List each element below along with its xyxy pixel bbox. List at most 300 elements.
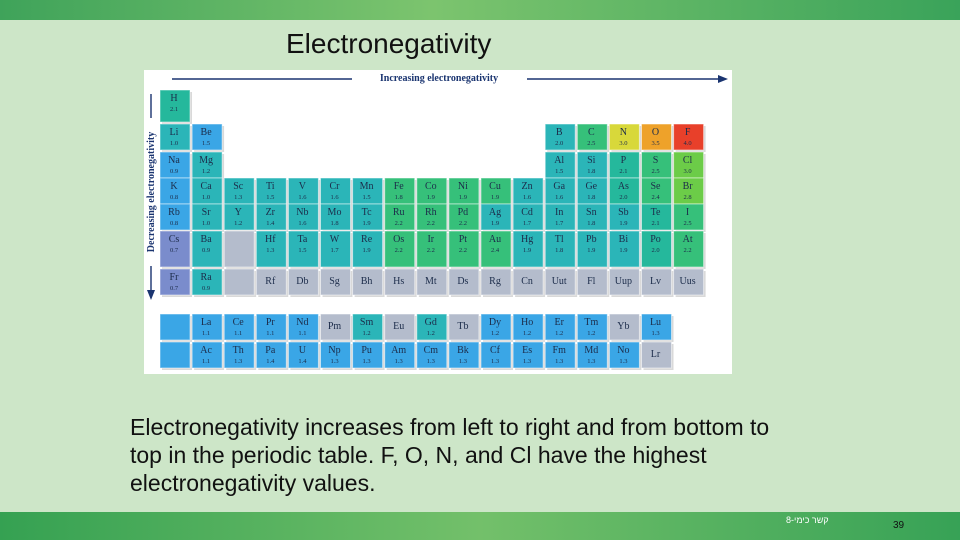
- element-cell-ru: [385, 204, 417, 232]
- element-symbol: Cl: [682, 155, 693, 166]
- element-cell-pm: [321, 314, 353, 342]
- element-cell-ge: [577, 178, 609, 206]
- electronegativity-value: 1.8: [587, 168, 596, 175]
- electronegativity-value: 1.5: [202, 140, 211, 147]
- element-symbol: Ni: [457, 181, 468, 192]
- element-symbol: Ac: [200, 345, 212, 356]
- element-symbol: I: [685, 207, 690, 218]
- element-symbol: Cr: [329, 181, 340, 192]
- element-cell-ag: [481, 204, 513, 232]
- element-cell-cr: [321, 178, 353, 206]
- electronegativity-value: 1.5: [555, 168, 564, 175]
- element-cell-uut: [545, 269, 577, 297]
- element-symbol: Am: [391, 345, 407, 356]
- electronegativity-value: 1.6: [555, 194, 564, 201]
- element-symbol: H: [170, 93, 178, 104]
- electronegativity-value: 2.5: [651, 168, 660, 175]
- slide-caption: Electronegativity increases from left to right and from bottom to top in the periodic table. F, O, N, and Cl have the highest electronegativity values.: [130, 414, 770, 496]
- electronegativity-value: 4.0: [683, 140, 692, 147]
- element-cell-hs: [385, 269, 417, 297]
- element-symbol: Pd: [457, 207, 469, 218]
- element-cell-pb: [577, 231, 609, 269]
- element-cells: [160, 90, 706, 370]
- element-symbol: Ti: [266, 181, 275, 192]
- element-cell-hg: [513, 231, 545, 269]
- element-symbol: La: [200, 317, 212, 328]
- element-symbol: Md: [584, 345, 599, 356]
- element-cell-s: [642, 152, 674, 180]
- element-cell-br: [674, 178, 706, 206]
- electronegativity-value: 1.3: [587, 358, 596, 365]
- element-cell-bh: [353, 269, 385, 297]
- element-symbol: Os: [393, 234, 405, 245]
- electronegativity-value: 1.6: [523, 194, 532, 201]
- electronegativity-value: 1.2: [362, 330, 371, 337]
- electronegativity-value: 2.4: [490, 247, 500, 254]
- element-symbol: Tb: [457, 321, 469, 332]
- element-symbol: Cs: [168, 234, 180, 245]
- element-symbol: Sr: [201, 207, 211, 218]
- element-cell-sb: [609, 204, 641, 232]
- element-symbol: In: [555, 207, 564, 218]
- element-symbol: B: [555, 127, 563, 138]
- element-cell-tm: [577, 314, 609, 342]
- element-cell-rg: [481, 269, 513, 297]
- element-cell-cn: [513, 269, 545, 297]
- element-cell-zn: [513, 178, 545, 206]
- element-symbol: Cm: [423, 345, 439, 356]
- element-symbol: Ra: [200, 272, 212, 283]
- element-symbol: Cf: [490, 345, 500, 356]
- element-cell-ga: [545, 178, 577, 206]
- electronegativity-value: 1.7: [555, 220, 564, 227]
- element-symbol: Hs: [393, 276, 405, 287]
- element-cell-te: [642, 204, 674, 232]
- electronegativity-value: 1.7: [523, 220, 532, 227]
- electronegativity-value: 2.0: [555, 140, 564, 147]
- element-symbol: C: [587, 127, 595, 138]
- electronegativity-value: 1.3: [362, 358, 371, 365]
- element-symbol: Ga: [553, 181, 566, 192]
- element-cell-cl: [674, 152, 706, 180]
- electronegativity-value: 1.3: [426, 358, 435, 365]
- element-cell-ni: [449, 178, 481, 206]
- electronegativity-value: 1.9: [458, 194, 467, 201]
- element-symbol: Uut: [551, 276, 567, 287]
- slide-title: Electronegativity: [286, 28, 492, 59]
- electronegativity-value: 1.7: [330, 247, 339, 254]
- element-cell-pr: [256, 314, 288, 342]
- electronegativity-value: 1.3: [266, 247, 275, 254]
- electronegativity-value: 1.3: [555, 358, 564, 365]
- electronegativity-value: 3.0: [683, 168, 692, 175]
- electronegativity-value: 1.8: [555, 247, 564, 254]
- element-cell-md: [577, 342, 609, 370]
- element-symbol: Rh: [424, 207, 437, 218]
- element-cell-sc: [224, 178, 256, 206]
- element-symbol: As: [617, 181, 629, 192]
- element-symbol: At: [682, 234, 693, 245]
- element-cell-n: [609, 124, 641, 152]
- element-symbol: Se: [650, 181, 661, 192]
- element-cell-au: [481, 231, 513, 269]
- electronegativity-value: 1.6: [298, 194, 307, 201]
- electronegativity-value: 2.2: [426, 247, 435, 254]
- element-cell-fm: [545, 342, 577, 370]
- electronegativity-value: 2.2: [458, 247, 467, 254]
- electronegativity-value: 3.5: [651, 140, 660, 147]
- element-symbol: Sm: [359, 317, 374, 328]
- decreasing-electronegativity-label: Decreasing electronegativity: [146, 131, 157, 253]
- electronegativity-value: 0.9: [169, 168, 179, 175]
- element-cell-fe: [385, 178, 417, 206]
- electronegativity-value: 1.9: [523, 247, 532, 254]
- element-cell-np: [321, 342, 353, 370]
- electronegativity-value: 1.0: [202, 194, 211, 201]
- electronegativity-value: 2.5: [587, 140, 596, 147]
- element-cell-no: [609, 342, 641, 370]
- element-cell-uus: [674, 269, 706, 297]
- electronegativity-value: 1.8: [587, 194, 596, 201]
- electronegativity-value: 1.4: [266, 220, 275, 227]
- electronegativity-value: 0.7: [169, 285, 179, 292]
- electronegativity-value: 1.3: [330, 358, 339, 365]
- element-symbol: Tl: [554, 234, 564, 245]
- element-cell-ac: [192, 342, 224, 370]
- element-symbol: Mn: [359, 181, 374, 192]
- element-cell-sn: [577, 204, 609, 232]
- element-symbol: Ho: [520, 317, 534, 328]
- electronegativity-value: 1.9: [587, 247, 596, 254]
- element-symbol: Re: [361, 234, 373, 245]
- element-symbol: V: [298, 181, 307, 192]
- element-cell-cm: [417, 342, 449, 370]
- element-symbol: Np: [328, 345, 341, 356]
- element-cell-rb: [160, 204, 192, 232]
- element-symbol: O: [651, 127, 660, 138]
- increasing-electronegativity-label: Increasing electronegativity: [379, 73, 499, 84]
- element-symbol: F: [684, 127, 691, 138]
- element-symbol: Uus: [679, 276, 696, 287]
- element-cell-cs: [160, 231, 192, 269]
- element-cell-ta: [288, 231, 320, 269]
- element-symbol: Dy: [488, 317, 502, 328]
- element-cell-bk: [449, 342, 481, 370]
- element-symbol: Gd: [424, 317, 437, 328]
- element-cell-cu: [481, 178, 513, 206]
- element-symbol: Hg: [520, 234, 534, 245]
- element-symbol: Y: [234, 207, 242, 218]
- electronegativity-value: 2.2: [394, 220, 403, 227]
- element-cell-k: [160, 178, 192, 206]
- element-cell-pt: [449, 231, 481, 269]
- element-symbol: Lu: [649, 317, 662, 328]
- element-cell-eu: [385, 314, 417, 342]
- element-cell-mo: [321, 204, 353, 232]
- element-cell-lu: [642, 314, 674, 342]
- top-decorative-bar: [0, 0, 960, 20]
- electronegativity-value: 1.1: [234, 330, 243, 337]
- element-cell-na: [160, 152, 192, 180]
- electronegativity-value: 0.9: [202, 247, 211, 254]
- electronegativity-value: 1.9: [490, 220, 500, 227]
- element-symbol: Hf: [265, 234, 276, 245]
- electronegativity-value: 1.2: [555, 330, 564, 337]
- element-cell-fl: [577, 269, 609, 297]
- element-symbol: U: [298, 345, 307, 356]
- element-cell-po: [642, 231, 674, 269]
- element-cell-blank-51: [224, 231, 256, 269]
- electronegativity-value: 2.2: [458, 220, 467, 227]
- element-symbol: K: [170, 181, 178, 192]
- electronegativity-value: 1.3: [651, 330, 660, 337]
- element-symbol: Mo: [327, 207, 342, 218]
- element-cell-uup: [609, 269, 641, 297]
- electronegativity-value: 1.9: [619, 220, 628, 227]
- element-symbol: Sb: [618, 207, 629, 218]
- element-cell-gd: [417, 314, 449, 342]
- element-symbol: Ag: [488, 207, 502, 218]
- element-symbol: Fe: [393, 181, 404, 192]
- element-cell-la: [192, 314, 224, 342]
- element-cell-tc: [353, 204, 385, 232]
- element-symbol: Sg: [329, 276, 340, 287]
- footer-text: קשר כימי-8: [786, 515, 829, 525]
- electronegativity-value: 2.1: [169, 106, 179, 113]
- element-symbol: Br: [682, 181, 693, 192]
- element-cell-mg: [192, 152, 224, 180]
- electronegativity-value: 1.0: [202, 220, 211, 227]
- element-cell-hf: [256, 231, 288, 269]
- element-cell-b: [545, 124, 577, 152]
- element-cell-rf: [256, 269, 288, 297]
- electronegativity-value: 2.0: [651, 247, 660, 254]
- element-cell-cf: [481, 342, 513, 370]
- element-cell-ho: [513, 314, 545, 342]
- element-cell-blank-68: [224, 269, 256, 297]
- electronegativity-value: 1.1: [202, 330, 211, 337]
- element-symbol: Pr: [265, 317, 275, 328]
- electronegativity-value: 1.8: [587, 220, 596, 227]
- element-cell-y: [224, 204, 256, 232]
- element-cell-co: [417, 178, 449, 206]
- element-symbol: Pu: [361, 345, 372, 356]
- element-symbol: Sc: [233, 181, 244, 192]
- element-cell-sr: [192, 204, 224, 232]
- element-cell-blank-83: [160, 314, 192, 342]
- periodic-table-svg: [144, 70, 732, 374]
- element-symbol: Mt: [424, 276, 437, 287]
- element-cell-er: [545, 314, 577, 342]
- electronegativity-value: 1.6: [298, 220, 307, 227]
- element-cell-mt: [417, 269, 449, 297]
- element-symbol: Nb: [296, 207, 309, 218]
- element-symbol: Ba: [200, 234, 212, 245]
- electronegativity-value: 1.1: [298, 330, 307, 337]
- element-cell-nd: [288, 314, 320, 342]
- electronegativity-value: 1.9: [490, 194, 500, 201]
- element-cell-os: [385, 231, 417, 269]
- element-cell-v: [288, 178, 320, 206]
- electronegativity-value: 0.7: [169, 247, 179, 254]
- element-cell-si: [577, 152, 609, 180]
- electronegativity-value: 0.9: [202, 285, 211, 292]
- element-cell-pu: [353, 342, 385, 370]
- element-cell-u: [288, 342, 320, 370]
- element-symbol: Ru: [392, 207, 405, 218]
- electronegativity-value: 1.9: [426, 194, 435, 201]
- element-cell-h: [160, 90, 192, 124]
- electronegativity-value: 2.2: [683, 247, 692, 254]
- element-cell-tl: [545, 231, 577, 269]
- element-symbol: Be: [200, 127, 212, 138]
- element-symbol: Cn: [521, 276, 533, 287]
- element-cell-sm: [353, 314, 385, 342]
- element-symbol: Uup: [614, 276, 633, 287]
- element-cell-lr: [642, 342, 674, 370]
- element-symbol: Bk: [457, 345, 469, 356]
- element-symbol: Yb: [617, 321, 630, 332]
- element-cell-ir: [417, 231, 449, 269]
- element-symbol: Zn: [521, 181, 533, 192]
- electronegativity-value: 1.2: [202, 168, 211, 175]
- element-cell-c: [577, 124, 609, 152]
- element-symbol: Cd: [521, 207, 533, 218]
- element-cell-sg: [321, 269, 353, 297]
- element-cell-ca: [192, 178, 224, 206]
- electronegativity-value: 1.4: [266, 358, 275, 365]
- electronegativity-value: 3.0: [619, 140, 628, 147]
- element-cell-f: [674, 124, 706, 152]
- periodic-table-figure: [144, 70, 732, 374]
- electronegativity-value: 2.1: [651, 220, 660, 227]
- electronegativity-value: 1.3: [458, 358, 467, 365]
- electronegativity-value: 1.6: [330, 194, 339, 201]
- electronegativity-value: 1.3: [234, 358, 243, 365]
- element-symbol: Bi: [618, 234, 629, 245]
- element-symbol: Ce: [232, 317, 244, 328]
- electronegativity-value: 1.3: [523, 358, 532, 365]
- element-symbol: Ir: [427, 234, 435, 245]
- electronegativity-value: 2.5: [683, 220, 692, 227]
- element-symbol: No: [617, 345, 630, 356]
- electronegativity-value: 1.3: [490, 358, 500, 365]
- electronegativity-value: 1.2: [587, 330, 596, 337]
- electronegativity-value: 2.1: [619, 168, 628, 175]
- element-symbol: Rb: [168, 207, 180, 218]
- electronegativity-value: 2.0: [619, 194, 628, 201]
- electronegativity-value: 1.2: [234, 220, 243, 227]
- element-cell-ce: [224, 314, 256, 342]
- element-cell-as: [609, 178, 641, 206]
- element-symbol: Tm: [584, 317, 599, 328]
- element-symbol: Si: [587, 155, 596, 166]
- element-cell-nb: [288, 204, 320, 232]
- element-cell-tb: [449, 314, 481, 342]
- element-cell-o: [642, 124, 674, 152]
- element-symbol: Fm: [552, 345, 566, 356]
- element-cell-ba: [192, 231, 224, 269]
- electronegativity-value: 1.9: [362, 247, 371, 254]
- element-symbol: Sn: [586, 207, 597, 218]
- arrow-down-icon: [147, 290, 155, 300]
- element-cell-pa: [256, 342, 288, 370]
- element-symbol: Po: [650, 234, 661, 245]
- element-cell-fr: [160, 269, 192, 297]
- element-symbol: Na: [168, 155, 180, 166]
- element-symbol: Tc: [361, 207, 372, 218]
- element-symbol: Ta: [297, 234, 308, 245]
- electronegativity-value: 1.5: [362, 194, 371, 201]
- element-symbol: Zr: [265, 207, 276, 218]
- element-cell-at: [674, 231, 706, 269]
- electronegativity-value: 2.2: [394, 247, 403, 254]
- electronegativity-value: 1.3: [234, 194, 243, 201]
- electronegativity-value: 1.3: [394, 358, 403, 365]
- element-cell-th: [224, 342, 256, 370]
- electronegativity-value: 1.0: [169, 140, 179, 147]
- element-cell-rh: [417, 204, 449, 232]
- element-cell-be: [192, 124, 224, 152]
- element-symbol: Th: [232, 345, 244, 356]
- element-cell-cd: [513, 204, 545, 232]
- element-symbol: Pa: [265, 345, 276, 356]
- element-symbol: Pb: [586, 234, 597, 245]
- electronegativity-value: 1.4: [298, 358, 307, 365]
- electronegativity-value: 1.8: [394, 194, 403, 201]
- element-symbol: Lv: [649, 276, 662, 287]
- element-symbol: Nd: [296, 317, 309, 328]
- element-symbol: Li: [169, 127, 179, 138]
- electronegativity-value: 2.4: [651, 194, 660, 201]
- element-symbol: Pm: [327, 321, 342, 332]
- element-symbol: Ds: [457, 276, 469, 287]
- electronegativity-value: 1.1: [202, 358, 211, 365]
- element-cell-ra: [192, 269, 224, 297]
- element-cell-ds: [449, 269, 481, 297]
- element-symbol: Cu: [489, 181, 501, 192]
- electronegativity-value: 1.2: [426, 330, 435, 337]
- element-cell-se: [642, 178, 674, 206]
- element-symbol: Db: [296, 276, 309, 287]
- electronegativity-value: 1.5: [298, 247, 307, 254]
- electronegativity-value: 1.2: [523, 330, 532, 337]
- element-symbol: Bh: [360, 276, 373, 287]
- electronegativity-value: 1.1: [266, 330, 275, 337]
- element-symbol: Eu: [393, 321, 405, 332]
- element-cell-blank-99: [160, 342, 192, 370]
- element-symbol: Pt: [458, 234, 468, 245]
- element-cell-mn: [353, 178, 385, 206]
- element-cell-re: [353, 231, 385, 269]
- electronegativity-value: 0.8: [169, 220, 179, 227]
- element-symbol: Fr: [169, 272, 179, 283]
- element-symbol: Al: [554, 155, 565, 166]
- element-symbol: Mg: [199, 155, 214, 166]
- element-cell-in: [545, 204, 577, 232]
- element-symbol: Rf: [265, 276, 276, 287]
- element-symbol: W: [329, 234, 340, 245]
- element-cell-db: [288, 269, 320, 297]
- element-symbol: Ge: [585, 181, 598, 192]
- element-symbol: Rg: [489, 276, 501, 287]
- electronegativity-value: 1.2: [490, 330, 500, 337]
- electronegativity-value: 1.9: [619, 247, 628, 254]
- element-symbol: Er: [554, 317, 564, 328]
- element-cell-es: [513, 342, 545, 370]
- element-symbol: Au: [488, 234, 502, 245]
- element-cell-am: [385, 342, 417, 370]
